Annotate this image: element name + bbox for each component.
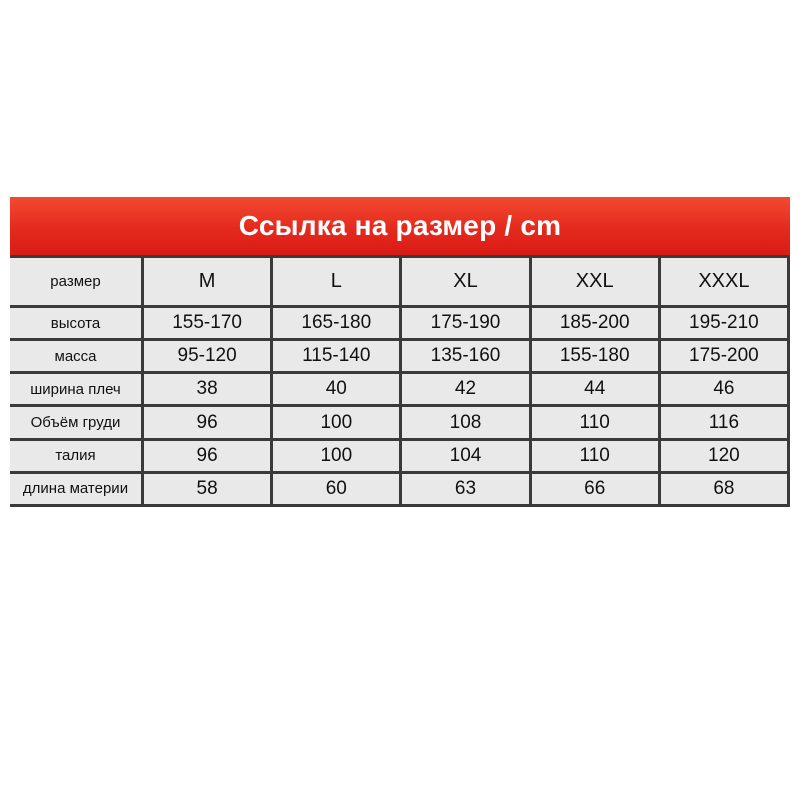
table-cell: 116 (661, 407, 787, 437)
table-cell: 155-170 (144, 308, 270, 338)
table-cell: 185-200 (532, 308, 658, 338)
table-cell: 104 (402, 441, 528, 471)
table-cell: 155-180 (532, 341, 658, 371)
table-cell: 40 (273, 374, 399, 404)
table-cell: 95-120 (144, 341, 270, 371)
header-size-l: L (273, 258, 399, 305)
row-label-height: высота (10, 308, 141, 338)
table-cell: 115-140 (273, 341, 399, 371)
table-cell: 38 (144, 374, 270, 404)
size-chart-title: Ссылка на размер / cm (238, 210, 562, 241)
table-cell: 58 (144, 474, 270, 504)
header-label-size: размер (10, 258, 141, 305)
table-cell: 63 (402, 474, 528, 504)
row-label-waist: талия (10, 441, 141, 471)
table-cell: 110 (532, 441, 658, 471)
table-cell: 135-160 (402, 341, 528, 371)
row-label-weight: масса (10, 341, 141, 371)
size-chart-table (10, 255, 790, 507)
table-cell: 195-210 (661, 308, 787, 338)
header-size-m: M (144, 258, 270, 305)
table-cell: 68 (661, 474, 787, 504)
table-cell: 100 (273, 441, 399, 471)
table-cell: 175-190 (402, 308, 528, 338)
table-cell: 60 (273, 474, 399, 504)
row-label-chest: Объём груди (10, 407, 141, 437)
table-cell: 120 (661, 441, 787, 471)
table-cell: 42 (402, 374, 528, 404)
row-label-shoulder-width: ширина плеч (10, 374, 141, 404)
table-cell: 66 (532, 474, 658, 504)
row-label-length: длина материи (10, 474, 141, 504)
table-cell: 110 (532, 407, 658, 437)
size-chart-banner (10, 197, 790, 255)
table-cell: 46 (661, 374, 787, 404)
table-cell: 44 (532, 374, 658, 404)
table-cell: 165-180 (273, 308, 399, 338)
table-cell: 175-200 (661, 341, 787, 371)
header-size-xxxl: XXXL (661, 258, 787, 305)
table-cell: 100 (273, 407, 399, 437)
table-cell: 96 (144, 407, 270, 437)
table-cell: 96 (144, 441, 270, 471)
header-size-xl: XL (402, 258, 528, 305)
header-size-xxl: XXL (532, 258, 658, 305)
table-cell: 108 (402, 407, 528, 437)
